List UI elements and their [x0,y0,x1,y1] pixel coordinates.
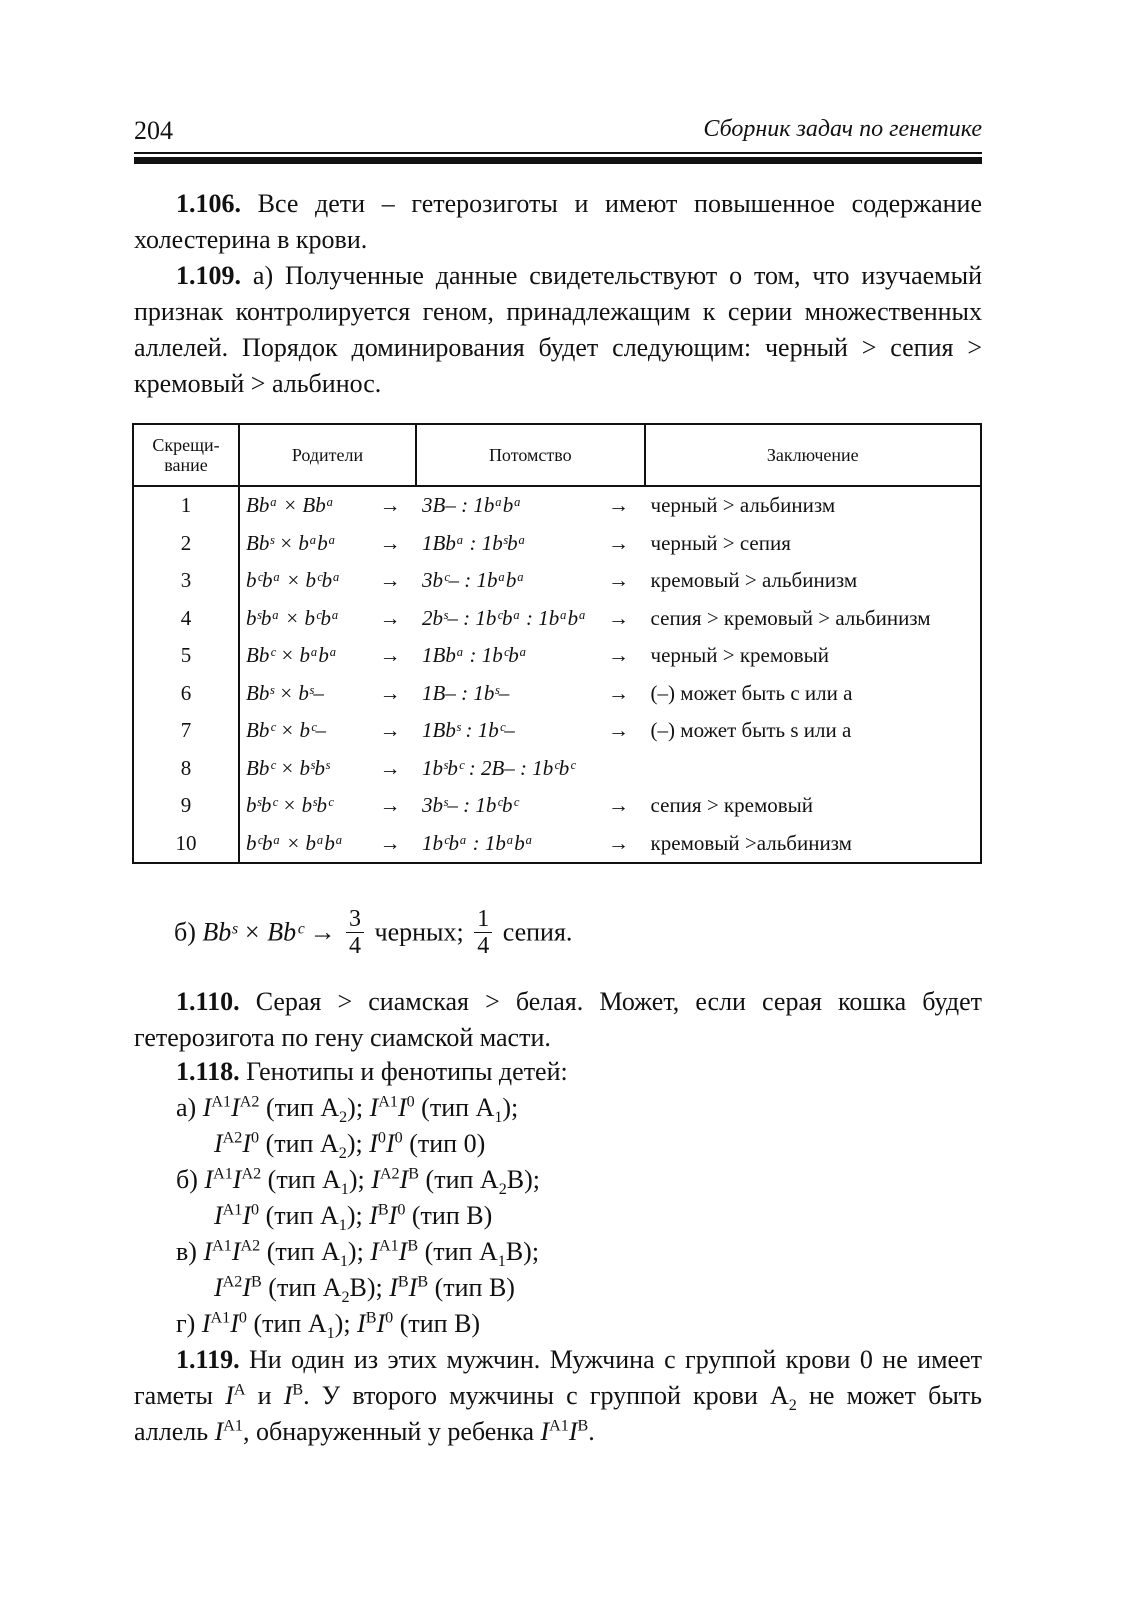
answer-text: Генотипы и фенотипы детей: [246,1057,568,1086]
type-word: тип [274,1129,314,1158]
row-number: 4 [133,600,239,638]
row-number: 3 [133,562,239,600]
row-number: 6 [133,675,239,713]
arrow-cell: → [379,755,401,780]
parents-cell: Bbˢ × bᵃbᵃ [246,530,337,555]
arrow-cell [593,750,645,788]
offspring-cell: 1bˢbᶜ : 2B– : 1bᶜbᶜ [422,755,575,780]
genotype-line-a1: а) $I^{A1}I^{A2}$ (тип $A_2$); $I^{A1}I^0$ (тип $A_1$); [176,1093,519,1127]
offspring-cell: 1Bbᵃ : 1bˢbᵃ [422,530,526,555]
conclusion-cell: (–) может быть s или a [645,712,981,750]
answer-text: . У второго мужчины с группой крови A [303,1381,789,1410]
arrow-cell: → [379,605,401,630]
answer-text: а) Полученные данные свидетельствуют о том, что изучаемый признак контролируется геном, принадлежащим к серии множественных аллелей. Порядок доминирования будет следующим: черный > сепия > кремовый > альбинос. [134,261,983,398]
answer-text: , обнаруженный у ребенка [242,1417,534,1446]
genotype-line-g1: г) $I^{A1}I^0$ (тип $A_1$); $I^BI^0$ (тип B) [176,1309,481,1343]
arrow-cell: → [608,793,630,818]
offspring-cell: 3B– : 1bᵃbᵃ [422,493,522,518]
header-offspring: Потомство [416,424,645,486]
genotype-line-a2: $I^{A2}I^0$ (тип $A_2$); $I^0I^0$ (тип 0) [214,1129,486,1163]
offspring-cell: 1Bbˢ : 1bᶜ– [422,718,515,743]
answer-text: Ни один из этих мужчин. Мужчина с группой крови 0 не имеет гаметы [134,1345,982,1410]
type-word: тип [434,1165,474,1194]
table-row [133,675,981,713]
row-number: 8 [133,750,239,788]
type-word: тип [417,1129,458,1158]
parents-cell: bˢbᵃ × bᶜbᵃ [246,605,340,630]
table-row [133,562,981,600]
answer-1-106 [134,186,982,258]
fraction-denominator: 4 [349,933,362,959]
type-word: тип [262,1309,302,1338]
table-body [133,486,981,863]
phenotype-word: черных; [374,917,464,947]
parents-cell: Bbᵃ × Bbᵃ [246,493,335,518]
header-parents: Родители [239,424,416,486]
answer-1-110 [134,984,982,1056]
answer-1-119: 1.119. Ни один из этих мужчин. Мужчина с группой крови 0 не имеет гаметы $I^A$ и $I^B$. У второго мужчины с группой крови $A_2$ не может быть аллель $I^{A1}$, обнаруженный у ребенка $I^{A1}I^B$. [134,1345,983,1446]
parents-cell: Bbᶜ × bᵃbᵃ [246,643,338,668]
answer-text: и [257,1381,272,1410]
parents-cell: bˢbᶜ × bˢbᶜ [246,793,333,818]
table-row [133,787,981,825]
row-number: 9 [133,787,239,825]
item-label: г) [176,1309,196,1338]
header-cross: Скрещи-вание [133,424,239,486]
parents-cell: Bbᶜ × bˢbˢ [246,755,330,780]
type-word: тип [408,1309,448,1338]
conclusion-cell: кремовый >альбинизм [645,825,981,864]
item-label: б) [174,917,196,947]
conclusion-cell: черный > сепия [645,525,981,563]
fraction-black [346,906,364,959]
answer-text: Серая > сиамская > белая. Может, если серая кошка будет гетерозигота по гену сиамской масти. [134,987,982,1052]
arrow-cell: → [379,493,401,518]
arrow-cell: → [608,643,630,668]
item-label: в) [176,1237,197,1266]
type-word: тип [433,1237,473,1266]
row-number: 2 [133,525,239,563]
type-word: тип [429,1093,470,1122]
fraction-numerator: 3 [346,906,364,933]
offspring-cell: 3bᶜ– : 1bᵃbᵃ [422,568,525,593]
conclusion-cell: кремовый > альбинизм [645,562,981,600]
genotype-line-b1: б) $I^{A1}I^{A2}$ (тип $A_1$); $I^{A2}I^B$ (тип $A_2B$); [176,1165,540,1199]
arrow-cell: → [379,530,401,555]
offspring-cell: 3bˢ– : 1bᶜbᶜ [422,793,518,818]
row-number: 1 [133,486,239,525]
table-row [133,525,981,563]
header-conclusion: Заключение [645,424,981,486]
answer-1-109 [134,258,982,402]
table-row [133,750,981,788]
answer-number: 1.119. [176,1345,240,1374]
offspring-cell: 1Bbᵃ : 1bᶜbᵃ [422,643,528,668]
genotype-line-v1: в) $I^{A1}I^{A2}$ (тип $A_1$); $I^{A1}I^B$ (тип $A_1B$); [176,1237,540,1271]
offspring-cell: 2bˢ– : 1bᶜbᵃ : 1bᵃbᵃ [422,605,587,630]
arrow-cell: → [608,568,630,593]
arrow-cell: → [379,568,401,593]
arrow-cell: → [379,643,401,668]
arrow-cell: → [379,680,401,705]
page-header [134,108,982,148]
parents-cell: bᶜbᵃ × bᵃbᵃ [239,825,364,864]
parents-cell: Bbˢ × bˢ– [246,680,324,705]
conclusion-cell: (–) может быть c или a [645,675,981,713]
answer-text: Все дети – гетерозиготы и имеют повышенное содержание холестерина в крови. [134,189,983,254]
cross-formula: Bbˢ × Bbᶜ → [202,917,336,947]
conclusion-cell: черный > кремовый [645,637,981,675]
type-word: тип [420,1201,460,1230]
type-word: тип [274,1201,314,1230]
page-number: 204 [134,116,173,145]
row-number: 7 [133,712,239,750]
arrow-cell: → [608,605,630,630]
type-word: тип [443,1273,483,1302]
table-row [133,712,981,750]
arrow-cell: → [379,718,401,743]
answer-number: 1.109. [176,261,241,290]
conclusion-cell: сепия > кремовый [645,787,981,825]
table-row [133,825,981,864]
arrow-cell: → [593,825,645,864]
answer-text: не может быть аллель [134,1381,983,1446]
header-rule-thick [134,157,982,164]
genotype-line-b2: $I^{A1}I^0$ (тип $A_1$); $I^BI^0$ (тип B) [214,1201,493,1235]
table-row [133,637,981,675]
table-row [133,486,981,525]
arrow-cell: → [608,680,630,705]
table-row [133,600,981,638]
type-word: тип [276,1165,316,1194]
row-number: 5 [133,637,239,675]
arrow-cell: → [364,825,416,864]
type-word: тип [274,1093,314,1122]
offspring-cell: 1B– : 1bˢ– [422,680,510,705]
parents-cell: bᶜbᵃ × bᶜbᵃ [246,568,341,593]
type-word: тип [276,1273,317,1302]
table-header-row [133,424,981,486]
answer-1-109-b [174,906,572,972]
item-label: б) [176,1165,198,1194]
fraction-denominator: 4 [477,933,490,959]
parents-cell: Bbᶜ × bᶜ– [246,718,327,743]
running-title: Сборник задач по генетике [703,116,982,142]
fraction-numerator: 1 [474,906,492,933]
answer-number: 1.110. [176,987,240,1016]
arrow-cell: → [379,793,401,818]
header-rule-thin [134,152,982,154]
genotype-line-v2: $I^{A2}I^B$ (тип $A_2B$); $I^BI^B$ (тип B) [214,1273,515,1307]
arrow-cell: → [608,493,630,518]
offspring-cell: 1bᶜbᵃ : 1bᵃbᵃ [416,825,593,864]
arrow-cell: → [608,530,630,555]
type-word: тип [275,1237,315,1266]
answer-1-118 [134,1054,982,1090]
item-label: а) [176,1093,197,1122]
conclusion-cell: сепия > кремовый > альбинизм [645,600,981,638]
conclusion-cell [645,750,981,788]
row-number: 10 [133,825,239,864]
fraction-sepia [474,906,492,959]
conclusion-cell: черный > альбинизм [645,486,981,525]
phenotype-word: сепия. [502,917,573,947]
answer-number: 1.106. [176,189,241,218]
answer-number: 1.118. [176,1057,240,1086]
arrow-cell: → [608,718,630,743]
cross-table [132,423,982,864]
